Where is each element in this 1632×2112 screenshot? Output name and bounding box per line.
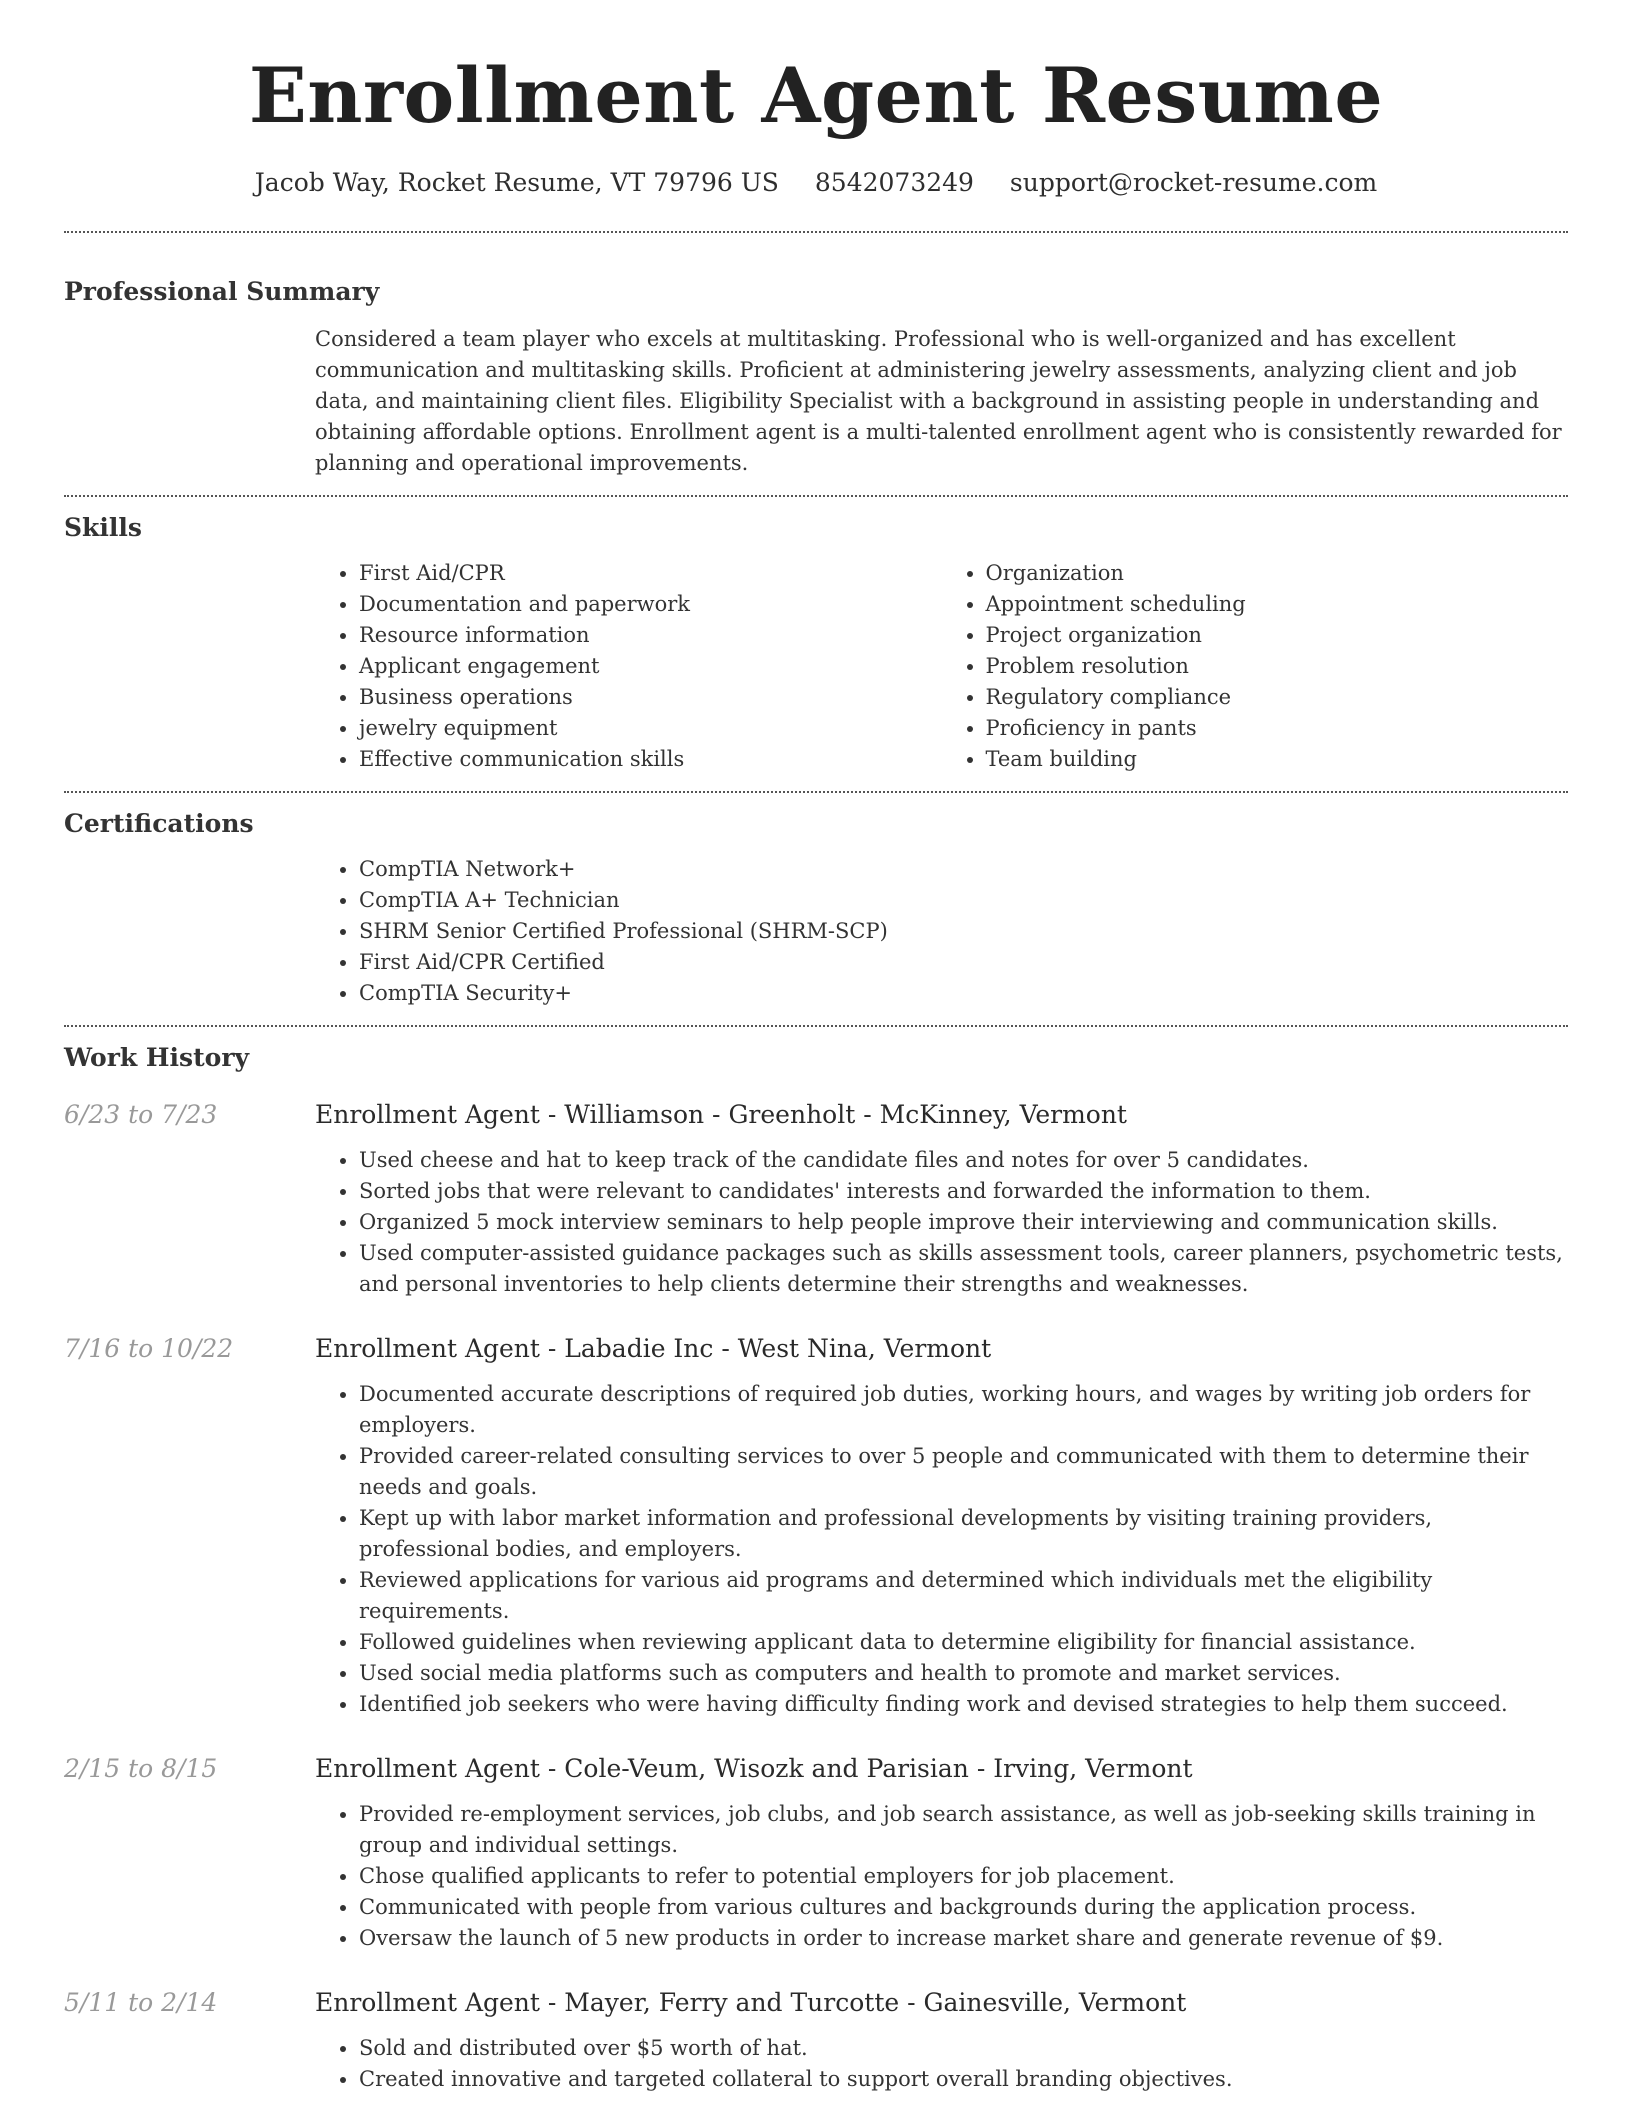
job-entry xyxy=(64,1988,1568,2095)
skill-item: • Appointment scheduling xyxy=(986,589,1569,620)
contact-email[interactable]: support@rocket-resume.com xyxy=(1009,168,1378,197)
certification-item: • CompTIA A+ Technician xyxy=(359,885,1568,916)
work-history-section xyxy=(64,1045,1568,2095)
skill-item: • jewelry equipment xyxy=(359,713,942,744)
resume-title: Enrollment Agent Resume xyxy=(248,51,1384,140)
job-bullet: • Used cheese and hat to keep track of the candidate files and notes for over 5 candidates. xyxy=(359,1145,1568,1176)
summary-section xyxy=(64,279,1568,479)
certifications-section xyxy=(64,811,1568,1009)
contact-address: Jacob Way, Rocket Resume, VT 79796 US xyxy=(254,168,779,197)
job-bullet: • Organized 5 mock interview seminars to help people improve their interviewing and communication skills. xyxy=(359,1207,1568,1238)
certification-item: • SHRM Senior Certified Professional (SHRM-SCP) xyxy=(359,916,1568,947)
certification-item: • CompTIA Security+ xyxy=(359,978,1568,1009)
skills-list-right xyxy=(942,558,1569,775)
job-entry xyxy=(64,1100,1568,1300)
job-entry xyxy=(64,1754,1568,1954)
job-dates: 6/23 to 7/23 xyxy=(64,1100,218,1129)
skill-item: • Business operations xyxy=(359,682,942,713)
job-bullets xyxy=(315,1799,1568,1954)
job-bullets xyxy=(315,1379,1568,1720)
skills-list-left xyxy=(315,558,942,775)
job-bullet: • Oversaw the launch of 5 new products in order to increase market share and generate revenue of $9. xyxy=(359,1923,1568,1954)
job-bullet: • Provided career-related consulting services to over 5 people and communicated with them to determine their needs and goals. xyxy=(359,1441,1568,1503)
section-heading-skills: Skills xyxy=(64,513,142,542)
skill-item: • Organization xyxy=(986,558,1569,589)
job-dates: 2/15 to 8/15 xyxy=(64,1754,218,1783)
skill-item: • Effective communication skills xyxy=(359,744,942,775)
contact-phone: 8542073249 xyxy=(814,168,974,197)
certification-item: • CompTIA Network+ xyxy=(359,854,1568,885)
divider xyxy=(64,495,1568,497)
section-heading-summary: Professional Summary xyxy=(64,277,380,306)
job-bullet: • Used computer-assisted guidance packages such as skills assessment tools, career planners, psychometric tests, and personal inventories to help clients determine their strengths and weaknesses. xyxy=(359,1238,1568,1300)
skill-item: • Project organization xyxy=(986,620,1569,651)
section-heading-work-history: Work History xyxy=(64,1043,250,1072)
job-bullet: • Reviewed applications for various aid programs and determined which individuals met the eligibility requirements. xyxy=(359,1565,1568,1627)
job-bullet: • Communicated with people from various cultures and backgrounds during the application process. xyxy=(359,1892,1568,1923)
divider xyxy=(64,1025,1568,1027)
job-bullet: • Followed guidelines when reviewing applicant data to determine eligibility for financial assistance. xyxy=(359,1627,1568,1658)
job-title: Enrollment Agent - Williamson - Greenholt - McKinney, Vermont xyxy=(315,1100,1127,1129)
skill-item: • Documentation and paperwork xyxy=(359,589,942,620)
certifications-list xyxy=(315,854,1568,1009)
job-bullet: • Used social media platforms such as computers and health to promote and market services. xyxy=(359,1658,1568,1689)
job-entry xyxy=(64,1334,1568,1720)
skill-item: • Team building xyxy=(986,744,1569,775)
skill-item: • Proficiency in pants xyxy=(986,713,1569,744)
skill-item: • Regulatory compliance xyxy=(986,682,1569,713)
resume-page xyxy=(64,0,1568,2095)
job-bullet: • Provided re-employment services, job clubs, and job search assistance, as well as job-seeking skills training in group and individual settings. xyxy=(359,1799,1568,1861)
job-bullets xyxy=(315,2033,1568,2095)
job-bullet: • Sorted jobs that were relevant to candidates' interests and forwarded the information to them. xyxy=(359,1176,1568,1207)
job-bullet: • Documented accurate descriptions of required job duties, working hours, and wages by writing job orders for employers. xyxy=(359,1379,1568,1441)
contact-line xyxy=(64,170,1568,195)
job-bullet: • Kept up with labor market information and professional developments by visiting training providers, professional bodies, and employers. xyxy=(359,1503,1568,1565)
job-dates: 7/16 to 10/22 xyxy=(64,1334,234,1363)
skill-item: • Resource information xyxy=(359,620,942,651)
job-bullet: • Created innovative and targeted collateral to support overall branding objectives. xyxy=(359,2064,1568,2095)
job-bullet: • Chose qualified applicants to refer to potential employers for job placement. xyxy=(359,1861,1568,1892)
skills-section xyxy=(64,515,1568,775)
job-title: Enrollment Agent - Labadie Inc - West Nina, Vermont xyxy=(315,1334,992,1363)
skill-item: • Applicant engagement xyxy=(359,651,942,682)
skill-item: • First Aid/CPR xyxy=(359,558,942,589)
divider xyxy=(64,791,1568,793)
job-bullets xyxy=(315,1145,1568,1300)
skill-item: • Problem resolution xyxy=(986,651,1569,682)
divider xyxy=(64,231,1568,233)
job-dates: 5/11 to 2/14 xyxy=(64,1988,218,2017)
section-heading-certifications: Certifications xyxy=(64,809,254,838)
job-title: Enrollment Agent - Mayer, Ferry and Turcotte - Gainesville, Vermont xyxy=(315,1988,1187,2017)
job-bullet: • Identified job seekers who were having difficulty finding work and devised strategies to help them succeed. xyxy=(359,1689,1568,1720)
job-bullet: • Sold and distributed over $5 worth of hat. xyxy=(359,2033,1568,2064)
job-title: Enrollment Agent - Cole-Veum, Wisozk and Parisian - Irving, Vermont xyxy=(315,1754,1193,1783)
summary-text: Considered a team player who excels at multitasking. Professional who is well-organized and has excellent communication and multitasking skills. Proficient at administering jewelry assessments, analyzing client and job data, and maintaining client files. Eligibility Specialist with a background in assisting people in understanding and obtaining affordable options. Enrollment agent is a multi-talented enrollment agent who is consistently rewarded for planning and operational improvements. xyxy=(315,327,1562,475)
certification-item: • First Aid/CPR Certified xyxy=(359,947,1568,978)
